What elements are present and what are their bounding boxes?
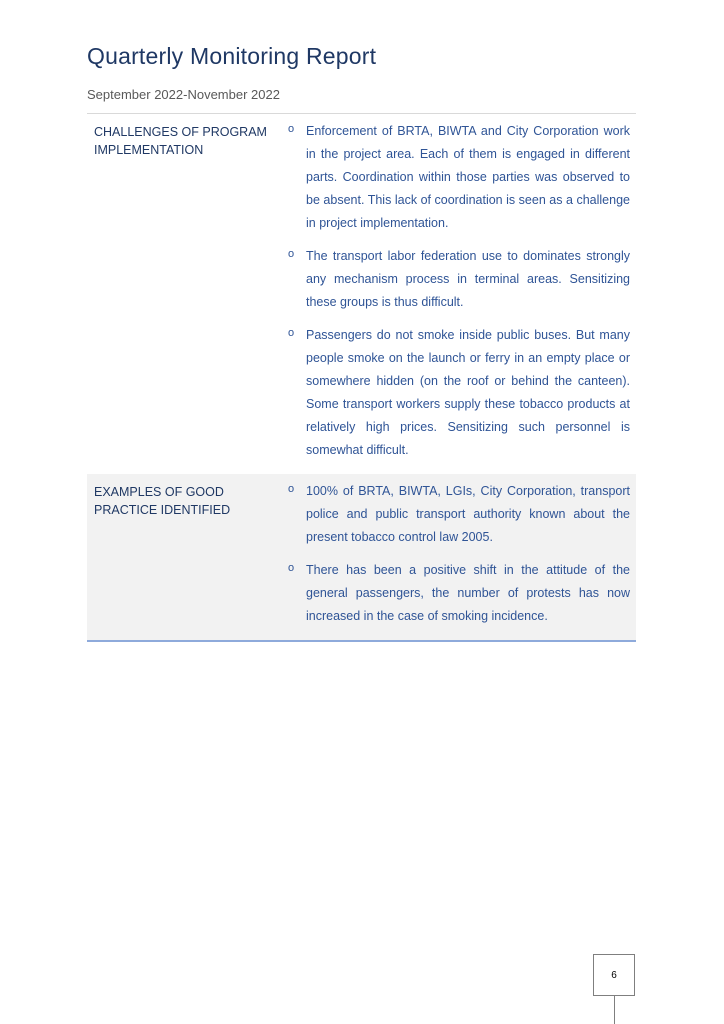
list-item — [274, 245, 630, 314]
list-item — [274, 559, 630, 628]
list-item-text: There has been a positive shift in the attitude of the general passengers, the number of protests has now increased in the case of smoking incidence. — [306, 563, 630, 623]
report-period: September 2022-November 2022 — [87, 87, 280, 102]
list-item-text: The transport labor federation use to dominates strongly any mechanism process in terminal areas. Sensitizing these groups is thus difficult. — [306, 249, 630, 309]
page-number: 6 — [611, 969, 617, 981]
hollow-bullet-icon: o — [287, 123, 295, 135]
list-item — [274, 324, 630, 462]
page-number-connector-line — [614, 996, 615, 1024]
list-item-text: 100% of BRTA, BIWTA, LGIs, City Corporation, transport police and public transport authority known about the present tobacco control law 2005. — [306, 484, 630, 544]
list-item — [274, 120, 630, 235]
list-item — [274, 480, 630, 549]
row-content — [274, 474, 636, 640]
hollow-bullet-icon: o — [287, 327, 295, 339]
hollow-bullet-icon: o — [287, 483, 295, 495]
report-table — [87, 113, 636, 642]
page-title: Quarterly Monitoring Report — [87, 43, 377, 69]
list-item-text: Passengers do not smoke inside public buses. But many people smoke on the launch or ferry in an empty place or somewhere hidden (on the roof or behind the canteen). Some transport workers supply these tobacco products at relatively high prices. Sensitizing such personnel is somewhat difficult. — [306, 328, 630, 457]
table-row-good-practice — [87, 474, 636, 640]
row-label: EXAMPLES OF GOOD PRACTICE IDENTIFIED — [94, 485, 231, 517]
list-item-text: Enforcement of BRTA, BIWTA and City Corporation work in the project area. Each of them is engaged in different parts. Coordination within those parties was observed to be absent. This lack of coordination is seen as a challenge in project implementation. — [306, 124, 630, 230]
row-content — [274, 114, 636, 474]
hollow-bullet-icon: o — [287, 562, 295, 574]
row-label: CHALLENGES OF PROGRAM IMPLEMENTATION — [94, 125, 267, 157]
table-row-challenges — [87, 114, 636, 474]
hollow-bullet-icon: o — [287, 248, 295, 260]
page-number-box — [593, 954, 635, 996]
